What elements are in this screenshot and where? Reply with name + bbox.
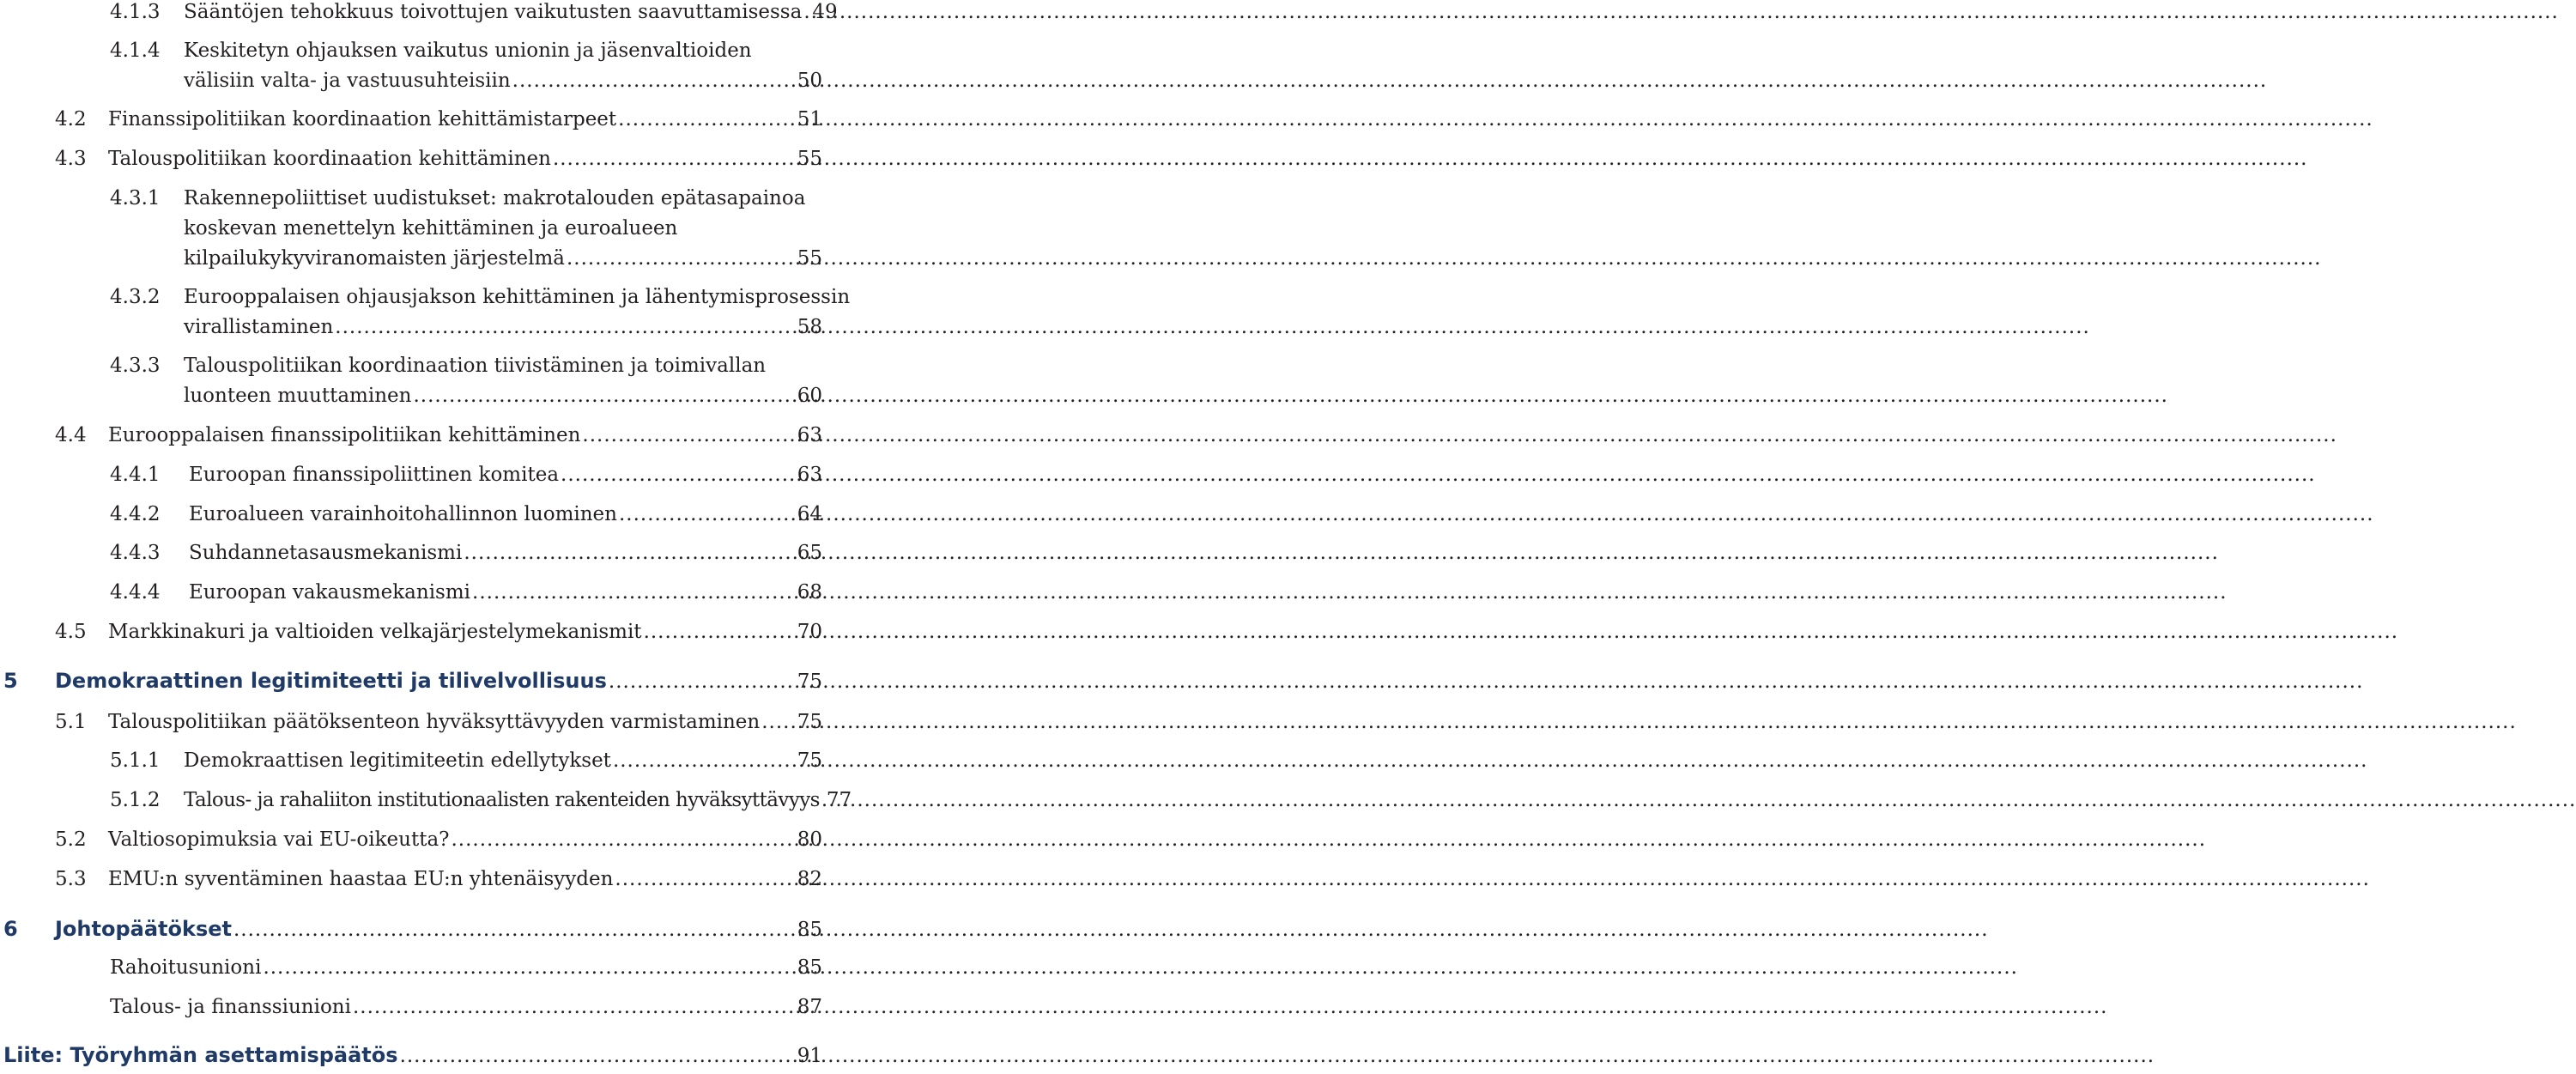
toc-entry-number: 4.3 [55, 148, 87, 170]
toc-page-number: 64 [797, 503, 822, 525]
dot-leader [233, 915, 796, 945]
dot-leader [263, 953, 795, 983]
toc-page-number: 85 [797, 919, 822, 941]
toc-page-number: 75 [797, 749, 822, 772]
toc-entry-number: 5.1 [55, 711, 87, 733]
toc-entry-title: Euroopan finanssipoliittinen komitea [189, 464, 560, 486]
dot-leader [821, 786, 825, 816]
dot-leader [613, 746, 796, 776]
dot-leader [582, 421, 795, 451]
toc-entry-number: 4.4 [55, 424, 87, 446]
toc-page-number: 87 [797, 996, 822, 1018]
toc-entry-number: 4.3.2 [110, 286, 161, 308]
toc-entry-number: 5.1.1 [110, 749, 161, 772]
toc-chapter-title: Johtopäätökset [55, 917, 232, 941]
toc-chapter-title: Demokraattinen legitimiteetti ja tilivelvollisuus [55, 669, 607, 693]
toc-chapter-number: 5 [3, 669, 18, 693]
toc-entry-title-line-1: Rakennepoliittiset uudistukset: makrotalouden epätasapainoa [184, 187, 806, 209]
toc-entry-title-line-1: Talouspolitiikan koordinaation tiivistäminen ja toimivallan [184, 355, 767, 377]
toc-entry-number: 5.3 [55, 868, 87, 890]
toc-entry-title-line-2: luonteen muuttaminen [184, 385, 412, 407]
dot-leader [452, 825, 796, 855]
toc-page-number: 60 [797, 385, 822, 407]
toc-entry-title-line-3: kilpailukykyviranomaisten järjestelmä [184, 247, 565, 270]
toc-entry-title-line-2: virallistaminen [184, 316, 334, 338]
toc-entry-number: 4.4.4 [110, 581, 161, 604]
toc-page-number: 63 [797, 424, 822, 446]
toc-entry-number: 4.3.1 [110, 187, 161, 209]
dot-leader [335, 312, 795, 343]
toc-page-number: 49 [812, 1, 838, 23]
toc-page-number: 75 [797, 711, 822, 733]
toc-entry-title: Markkinakuri ja valtioiden velkajärjestelymekanismit [108, 621, 642, 643]
table-of-contents [0, 0, 852, 1074]
toc-entry-number: 5.2 [55, 828, 87, 851]
toc-entry-number: 4.1.3 [110, 1, 161, 23]
toc-entry-title-line-2: välisiin valta- ja vastuusuhteisiin [184, 70, 511, 92]
toc-entry-title: Talouspolitiikan päätöksenteon hyväksyttävyyden varmistaminen [108, 711, 761, 733]
toc-entry-number: 4.1.4 [110, 39, 161, 62]
toc-entry-title-line-2: koskevan menettelyn kehittäminen ja euroalueen [184, 217, 678, 240]
toc-entry-title: Talouspolitiikan koordinaation kehittäminen [108, 148, 551, 170]
toc-appendix-title: Liite: Työryhmän asettamispäätös [3, 1043, 398, 1067]
toc-page-number: 68 [797, 581, 822, 604]
toc-entry-title-line-1: Eurooppalaisen ohjausjakson kehittäminen ja lähentymisprosessin [184, 286, 851, 308]
dot-leader [472, 578, 796, 608]
toc-page-number: 63 [797, 464, 822, 486]
toc-page-number: 85 [797, 956, 822, 979]
toc-page-number: 82 [797, 868, 822, 890]
toc-page-number: 70 [797, 621, 822, 643]
dot-leader [464, 538, 795, 568]
dot-leader [353, 992, 796, 1022]
dot-leader [553, 144, 796, 174]
toc-page-number: 80 [797, 828, 822, 851]
toc-entry-title: Sääntöjen tehokkuus toivottujen vaikutusten saavuttamisessa [184, 1, 803, 23]
toc-entry-title: Eurooppalaisen finanssipolitiikan kehittäminen [108, 424, 581, 446]
dot-leader [512, 66, 796, 96]
toc-entry-title: EMU:n syventäminen haastaa EU:n yhtenäisyyden [108, 868, 614, 890]
toc-entry-title: Rahoitusunioni [110, 956, 262, 979]
toc-page-number: 58 [797, 316, 822, 338]
dot-leader [619, 500, 796, 530]
dot-leader [609, 667, 796, 697]
toc-page-number: 55 [797, 148, 822, 170]
toc-entry-title: Finanssipolitiikan koordinaation kehittämistarpeet [108, 108, 617, 130]
toc-entry-number: 4.4.2 [110, 503, 161, 525]
toc-page-number: 75 [797, 670, 822, 693]
toc-page-number: 51 [797, 108, 822, 130]
toc-entry-title: Talous- ja rahaliiton institutionaalisten rakenteiden hyväksyttävyys [184, 789, 820, 811]
dot-leader [567, 244, 796, 274]
dot-leader [561, 460, 796, 490]
toc-entry-number: 4.4.1 [110, 464, 161, 486]
toc-page-number: 77 [826, 789, 852, 811]
dot-leader [400, 1041, 796, 1071]
dot-leader [615, 865, 795, 895]
dot-leader [761, 707, 795, 737]
toc-page-number: 50 [797, 70, 822, 92]
dot-leader [618, 105, 796, 135]
dot-leader [803, 0, 810, 27]
toc-page-number: 91 [797, 1045, 822, 1067]
toc-entry-title: Talous- ja finanssiunioni [110, 996, 351, 1018]
dot-leader [644, 617, 796, 647]
toc-entry-number: 4.4.3 [110, 542, 161, 564]
toc-chapter-number: 6 [3, 917, 18, 941]
toc-page-number: 55 [797, 247, 822, 270]
toc-entry-number: 4.2 [55, 108, 87, 130]
toc-entry-number: 4.3.3 [110, 355, 161, 377]
toc-entry-number: 4.5 [55, 621, 87, 643]
toc-entry-title: Euroopan vakausmekanismi [189, 581, 471, 604]
toc-entry-title: Euroalueen varainhoitohallinnon luominen [189, 503, 617, 525]
toc-entry-title: Demokraattisen legitimiteetin edellytykset [184, 749, 611, 772]
dot-leader [413, 381, 795, 411]
toc-page-number: 65 [797, 542, 822, 564]
toc-entry-title: Valtiosopimuksia vai EU-oikeutta? [108, 828, 450, 851]
toc-entry-title-line-1: Keskitetyn ohjauksen vaikutus unionin ja jäsenvaltioiden [184, 39, 752, 62]
toc-entry-number: 5.1.2 [110, 789, 161, 811]
toc-entry-title: Suhdannetasausmekanismi [189, 542, 463, 564]
